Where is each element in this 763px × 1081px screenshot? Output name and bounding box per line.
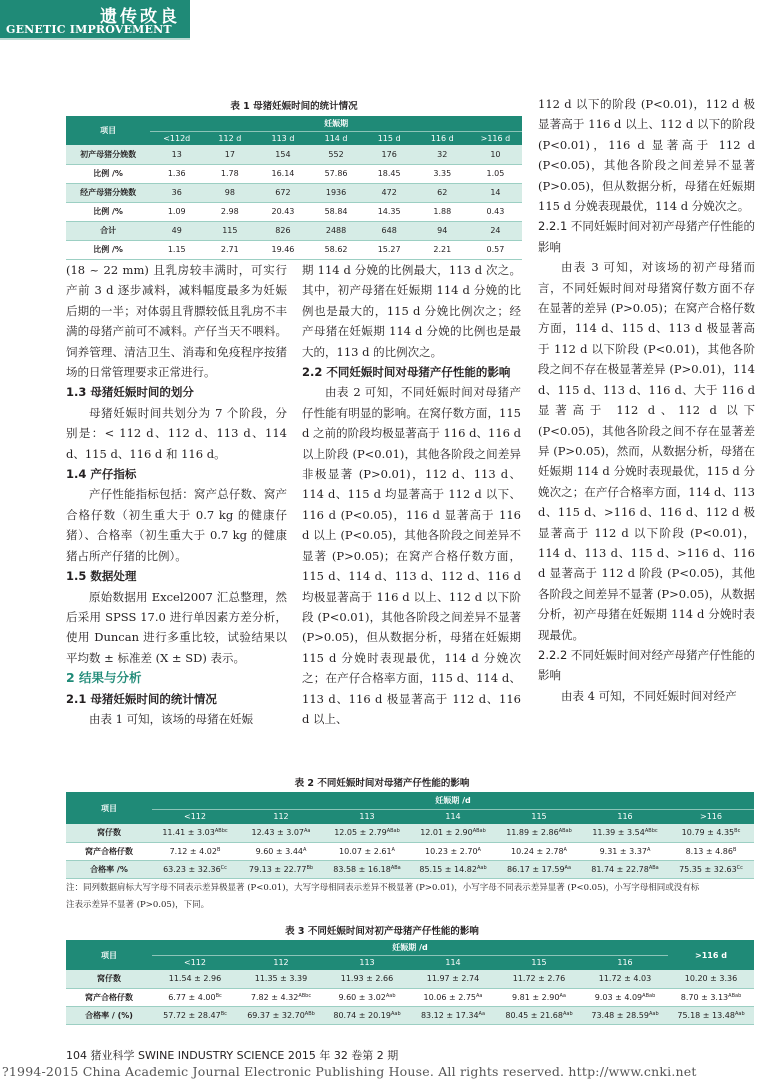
table-cell <box>496 988 582 1006</box>
column-header: >116 <box>668 809 754 824</box>
table-cell: 115 <box>203 221 256 240</box>
heading-1-4: 1.4 产仔指标 <box>66 467 137 482</box>
cell-value: 79.13 ± 22.77 <box>248 864 307 874</box>
table-cell: 58.84 <box>310 202 363 221</box>
significance-letters: ABab <box>558 828 572 835</box>
table-cell <box>668 860 754 878</box>
cell-value: 9.03 ± 4.09 <box>594 992 643 1002</box>
cell-value: 12.01 ± 2.90 <box>420 828 473 838</box>
table-cell: 1.88 <box>416 202 469 221</box>
significance-letters: ABab <box>728 992 742 999</box>
significance-letters: Bc <box>215 992 222 999</box>
left-column <box>66 260 287 729</box>
table-row <box>66 183 522 202</box>
table-cell: 57.86 <box>310 164 363 183</box>
column-header: 116 d <box>416 131 469 145</box>
table-cell <box>410 860 496 878</box>
table-cell: 1.05 <box>469 164 522 183</box>
cell-value: 11.72 ± 2.76 <box>512 974 566 984</box>
table2-col-header: 项目 <box>66 792 152 824</box>
cell-value: 10.24 ± 2.78 <box>511 846 564 856</box>
heading-1-3: 1.3 母猪妊娠时间的划分 <box>66 385 194 400</box>
cell-value: 10.06 ± 2.75 <box>423 992 477 1002</box>
significance-letters: Bc <box>220 1010 227 1017</box>
column-header: 114 <box>410 809 496 824</box>
table-note: 注：同列数据肩标大写字母不同表示差异极显著 (P<0.01)，大写字母相同表示差异不极显著 (P>0.01)，小写字母不同表示差异显著 (P<0.05)，小写字母相同或没有标注表示差异不显著 (P>0.05)，下同。 <box>66 883 700 910</box>
table-cell <box>582 824 668 842</box>
row-label: 比例 /% <box>66 164 150 183</box>
row-label: 合计 <box>66 221 150 240</box>
heading-2: 2 结果与分析 <box>66 670 142 686</box>
table-cell: 18.45 <box>363 164 416 183</box>
significance-letters: Aab <box>385 992 396 999</box>
table-cell <box>152 988 238 1006</box>
table-cell: 98 <box>203 183 256 202</box>
cell-value: 6.77 ± 4.00 <box>168 992 216 1002</box>
table-cell: 176 <box>363 145 416 164</box>
heading-2-2: 2.2 不同妊娠时间对母猪产仔性能的影响 <box>302 365 511 380</box>
heading-1-5: 1.5 数据处理 <box>66 569 137 584</box>
cell-value: 10.79 ± 4.35 <box>681 828 735 838</box>
table-cell: 20.43 <box>256 202 309 221</box>
cell-value: 11.89 ± 2.86 <box>506 828 559 838</box>
cell-value: 8.13 ± 4.86 <box>685 846 733 856</box>
significance-letters: Aab <box>476 864 487 871</box>
cell-value: 11.97 ± 2.74 <box>426 974 480 984</box>
cell-value: 11.93 ± 2.66 <box>340 974 394 984</box>
table-cell: 472 <box>363 183 416 202</box>
copyright-footer: ?1994-2015 China Academic Journal Electronic Publishing House. All rights reserved. http://www.cnki.net <box>2 1064 697 1079</box>
column-header: 116 <box>582 809 668 824</box>
row-label: 窝仔数 <box>66 970 152 988</box>
right-column <box>538 94 755 706</box>
table-cell: 2.21 <box>416 240 469 259</box>
table-cell <box>410 824 496 842</box>
table-row <box>66 202 522 221</box>
table1 <box>66 116 522 260</box>
significance-letters: ABbc <box>298 992 312 999</box>
cell-value: 12.05 ± 2.79 <box>334 828 387 838</box>
table-row <box>66 842 754 860</box>
column-header: 112 <box>238 809 324 824</box>
table-cell: 552 <box>310 145 363 164</box>
table-cell <box>152 970 238 988</box>
table3-caption: 表 3 不同妊娠时间对初产母猪产仔性能的影响 <box>285 926 479 937</box>
table3-col-header: 项目 <box>66 940 152 970</box>
table-cell <box>238 1006 324 1024</box>
table-cell <box>324 824 410 842</box>
cell-value: 69.37 ± 32.70 <box>247 1010 305 1020</box>
table-cell <box>238 988 324 1006</box>
table-cell: 2.98 <box>203 202 256 221</box>
significance-letters: A <box>647 846 651 853</box>
table2 <box>66 792 754 879</box>
table-cell <box>668 970 754 988</box>
row-label: 经产母猪分娩数 <box>66 183 150 202</box>
table-cell: 13 <box>150 145 203 164</box>
cell-value: 81.74 ± 22.78 <box>591 864 649 874</box>
table-cell <box>324 842 410 860</box>
table-cell: 94 <box>416 221 469 240</box>
table-cell: 826 <box>256 221 309 240</box>
column-header: <112d <box>150 131 203 145</box>
row-label: 窝产合格仔数 <box>66 988 152 1006</box>
table-cell: 1936 <box>310 183 363 202</box>
significance-letters: Aa <box>564 864 572 871</box>
significance-letters: B <box>216 846 221 853</box>
table-cell: 49 <box>150 221 203 240</box>
cell-value: 9.81 ± 2.90 <box>512 992 560 1002</box>
table-cell: 1.78 <box>203 164 256 183</box>
cell-value: 9.60 ± 3.44 <box>255 846 303 856</box>
row-label: 窝产合格仔数 <box>66 842 152 860</box>
cell-value: 57.72 ± 28.47 <box>163 1010 221 1020</box>
table-cell: 3.35 <box>416 164 469 183</box>
middle-column <box>302 260 521 729</box>
column-header: 113 <box>324 955 410 970</box>
paragraph: 产仔性能指标包括：窝产总仔数、窝产合格仔数（初生重大于 0.7 kg 的健康仔猪）、合格率（初生重大于 0.7 kg 的健康猪占所产仔猪的比例）。 <box>66 487 287 563</box>
column-header: >116 d <box>469 131 522 145</box>
significance-letters: Aa <box>478 1010 486 1017</box>
cell-value: 73.48 ± 28.59 <box>591 1010 649 1020</box>
table-cell <box>668 988 754 1006</box>
table-cell: 24 <box>469 221 522 240</box>
table-cell <box>152 842 238 860</box>
significance-letters: A <box>477 846 481 853</box>
cell-value: 85.15 ± 14.82 <box>419 864 477 874</box>
column-header: 114 <box>410 955 496 970</box>
significance-letters: Aa <box>304 828 311 835</box>
table-row <box>66 860 754 878</box>
table-cell <box>152 824 238 842</box>
cell-value: 11.35 ± 3.39 <box>254 974 308 984</box>
column-header: 115 d <box>363 131 416 145</box>
significance-letters: A <box>563 846 567 853</box>
table1-col-header: 项目 <box>66 116 150 145</box>
significance-letters: ABa <box>390 864 401 871</box>
significance-letters: ABbc <box>214 828 228 835</box>
banner-divider <box>0 38 190 40</box>
cell-value: 11.39 ± 3.54 <box>592 828 645 838</box>
cell-value: 10.07 ± 2.61 <box>339 846 392 856</box>
significance-letters: A <box>303 846 307 853</box>
table-cell <box>496 860 582 878</box>
table-cell: 32 <box>416 145 469 164</box>
paragraph: 原始数据用 Excel2007 汇总整理，然后采用 SPSS 17.0 进行单因素方差分析，使用 Duncan 进行多重比较，试验结果以平均数 ± 标准差 (X ± SD) 表示。 <box>66 589 287 665</box>
table-row <box>66 970 754 988</box>
table-cell <box>324 860 410 878</box>
column-header: 115 <box>496 809 582 824</box>
table-row <box>66 240 522 259</box>
table3 <box>66 940 754 1025</box>
heading-2-1: 2.1 母猪妊娠时间的统计情况 <box>66 691 217 706</box>
section-title-en: GENETIC IMPROVEMENT <box>6 23 172 36</box>
table-cell: 14 <box>469 183 522 202</box>
table-cell <box>152 1006 238 1024</box>
table-cell: 17 <box>203 145 256 164</box>
row-label: 合格率 / (%) <box>66 1006 152 1024</box>
table-cell: 1.09 <box>150 202 203 221</box>
table-cell <box>668 1006 754 1024</box>
table-cell: 14.35 <box>363 202 416 221</box>
paragraph: (18 ~ 22 mm) 且乳房较丰满时，可实行产前 3 d 逐步减料，减料幅度最多为妊娠后期的一半；对体弱且背膘较低且乳房不丰满的母猪产前可不减料。产仔当天不喂料。饲养管理、清洁卫生、消毒和免疫程序按猪场的日常管理要求正常进行。 <box>66 263 287 380</box>
table-cell <box>238 842 324 860</box>
table-cell <box>496 824 582 842</box>
table-cell <box>324 988 410 1006</box>
column-header: 116 <box>582 955 668 970</box>
table-cell <box>324 970 410 988</box>
table-cell: 62 <box>416 183 469 202</box>
significance-letters: B <box>732 846 737 853</box>
table-row <box>66 221 522 240</box>
significance-letters: ABab <box>472 828 486 835</box>
table-cell: 648 <box>363 221 416 240</box>
journal-section-banner <box>0 0 190 38</box>
table-cell: 16.14 <box>256 164 309 183</box>
table-cell <box>496 1006 582 1024</box>
heading-2-2-2: 2.2.2 不同妊娠时间对经产母猪产仔性能的影响 <box>538 647 755 683</box>
significance-letters: A <box>391 846 395 853</box>
table-cell: 1.36 <box>150 164 203 183</box>
column-header: 114 d <box>310 131 363 145</box>
table-cell <box>582 1006 668 1024</box>
heading-2-2-1: 2.2.1 不同妊娠时间对初产母猪产仔性能的影响 <box>538 219 755 254</box>
table2-group-header: 妊娠期 /d <box>152 792 754 809</box>
cell-value: 10.20 ± 3.36 <box>684 974 738 984</box>
cell-value: 86.17 ± 17.59 <box>506 864 565 874</box>
significance-letters: Bb <box>306 864 314 871</box>
significance-letters: Aa <box>559 992 566 999</box>
paragraph: 由表 4 可知，不同妊娠时间对经产 <box>561 688 737 703</box>
cell-value: 12.43 ± 3.07 <box>251 828 305 838</box>
table-row <box>66 1006 754 1024</box>
significance-letters: ABb <box>304 1010 315 1017</box>
cell-value: 11.54 ± 2.96 <box>168 974 222 984</box>
table-cell: 1.15 <box>150 240 203 259</box>
significance-letters: Aab <box>390 1010 401 1017</box>
section-title-cn: 遗传改良 <box>100 7 180 27</box>
cell-value: 75.18 ± 13.48 <box>677 1010 735 1020</box>
table-row <box>66 145 522 164</box>
column-header: 113 <box>324 809 410 824</box>
column-header: 115 <box>496 955 582 970</box>
paragraph: 期 114 d 分娩的比例最大，113 d 次之。其中，初产母猪在妊娠期 114 d 分娩的比例也是最大的，115 d 分娩比例次之；经产母猪在妊娠期 114 d 分娩的比例也是最大的，113 d 的比例次之。 <box>302 263 521 359</box>
table-cell: 0.43 <box>469 202 522 221</box>
cell-value: 63.23 ± 32.36 <box>163 864 221 874</box>
table1-caption: 表 1 母猪妊娠时间的统计情况 <box>230 101 358 112</box>
table-cell <box>668 842 754 860</box>
significance-letters: Aab <box>562 1010 573 1017</box>
cell-value: 11.41 ± 3.03 <box>162 828 215 838</box>
table-cell <box>582 988 668 1006</box>
table-cell <box>410 842 496 860</box>
table-cell <box>152 860 238 878</box>
table-cell: 0.57 <box>469 240 522 259</box>
cell-value: 75.35 ± 32.63 <box>679 864 737 874</box>
table-cell <box>410 1006 496 1024</box>
row-label: 初产母猪分娩数 <box>66 145 150 164</box>
cell-value: 7.82 ± 4.32 <box>250 992 299 1002</box>
page-number-line: 104 猪业科学 SWINE INDUSTRY SCIENCE 2015 年 32 卷第 2 期 <box>66 1049 399 1062</box>
column-header: 112 d <box>203 131 256 145</box>
significance-letters: ABbc <box>644 828 658 835</box>
table-cell: 154 <box>256 145 309 164</box>
column-header: <112 <box>152 955 238 970</box>
cell-value: 8.70 ± 3.13 <box>680 992 729 1002</box>
cell-value: 7.12 ± 4.02 <box>169 846 217 856</box>
significance-letters: Bc <box>734 828 741 835</box>
table-cell <box>410 988 496 1006</box>
table-cell <box>496 970 582 988</box>
table-cell: 672 <box>256 183 309 202</box>
table-cell <box>582 860 668 878</box>
table-row <box>66 164 522 183</box>
paragraph: 112 d 以下的阶段 (P<0.01)，112 d 极显著高于 116 d 以上、112 d 以下的阶段 (P<0.01)，116 d 显著高于 112 d (P<0.05)，其他各阶段之间差异不显著 (P>0.05)，但从数据分析，母猪在妊娠期 115 d 分娩表现最优，114 d 分娩次之。 <box>538 97 755 214</box>
table-cell <box>238 860 324 878</box>
cell-value: 9.60 ± 3.02 <box>338 992 386 1002</box>
column-header: 112 <box>238 955 324 970</box>
table-cell: 10 <box>469 145 522 164</box>
significance-letters: Cc <box>220 864 227 871</box>
table3-group-header: 妊娠期 /d <box>152 940 668 955</box>
table1-group-header: 妊娠期 <box>150 116 522 131</box>
cell-value: 80.74 ± 20.19 <box>333 1010 391 1020</box>
table-cell <box>582 842 668 860</box>
cell-value: 80.45 ± 21.68 <box>505 1010 563 1020</box>
table-cell: 2.71 <box>203 240 256 259</box>
table-cell: 19.46 <box>256 240 309 259</box>
significance-letters: ABab <box>642 992 656 999</box>
column-header: 113 d <box>256 131 309 145</box>
table-cell <box>582 970 668 988</box>
significance-letters: ABab <box>386 828 400 835</box>
table-cell: 58.62 <box>310 240 363 259</box>
table-row <box>66 988 754 1006</box>
row-label: 合格率 /% <box>66 860 152 878</box>
table-cell: 2488 <box>310 221 363 240</box>
significance-letters: ABa <box>648 864 659 871</box>
table-cell <box>410 970 496 988</box>
significance-letters: Cc <box>736 864 743 871</box>
cell-value: 11.72 ± 4.03 <box>598 974 652 984</box>
significance-letters: Aab <box>648 1010 659 1017</box>
cell-value: 10.23 ± 2.70 <box>425 846 478 856</box>
column-header: <112 <box>152 809 238 824</box>
row-label: 比例 /% <box>66 202 150 221</box>
table-cell <box>668 824 754 842</box>
cell-value: 83.58 ± 16.18 <box>333 864 391 874</box>
table-cell <box>496 842 582 860</box>
cell-value: 9.31 ± 3.37 <box>599 846 647 856</box>
table-cell <box>238 970 324 988</box>
table2-caption: 表 2 不同妊娠时间对母猪产仔性能的影响 <box>294 778 470 789</box>
table-cell: 15.27 <box>363 240 416 259</box>
table3-last-col-header: >116 d <box>668 940 754 970</box>
row-label: 窝仔数 <box>66 824 152 842</box>
row-label: 比例 /% <box>66 240 150 259</box>
significance-letters: Aa <box>476 992 483 999</box>
cell-value: 83.12 ± 17.34 <box>420 1010 479 1020</box>
table-cell <box>324 1006 410 1024</box>
paragraph: 由表 1 可知，该场的母猪在妊娠 <box>89 711 254 726</box>
paragraph: 由表 3 可知，对该场的初产母猪而言，不同妊娠时间对母猪窝仔数方面不存在显著的差异 (P>0.05)；在窝产合格仔数方面，114 d、115 d、113 d 极显著高于 112 d 以下阶段 (P<0.01)，其他各阶段之间不存在极显著差异 (P>0.01)，114 d、115 d、113 d、116 d、大于 116 d 显著高于 112 d、112 d 以下 (P<0.05)，其他各阶段之间不存在显著差异 (P>0.05)，然而，从数据分析，母猪在妊娠期 114 d 分娩时表现最优，115 d 分娩次之；在产仔合格率方面，114 d、113 d、115 d、>116 d、116 d、112 d 极显著高于 112 d 以下阶段 (P<0.01)，114 d、113 d、115 d、>116 d、116 d 显著高于 112 d 阶段 (P<0.05)，其他各阶段之间差异不显著 (P>0.05)，从数据分析，初产母猪在妊娠期 114 d 分娩时表现最优。 <box>538 260 755 642</box>
significance-letters: Aab <box>734 1010 745 1017</box>
table-cell <box>238 824 324 842</box>
paragraph: 母猪妊娠时间共划分为 7 个阶段，分别是：< 112 d、112 d、113 d、114 d、115 d、116 d 和 116 d。 <box>66 405 287 461</box>
table-row <box>66 824 754 842</box>
table-cell: 36 <box>150 183 203 202</box>
paragraph: 由表 2 可知，不同妊娠时间对母猪产仔性能有明显的影响。在窝仔数方面，115 d 之前的阶段均极显著高于 116 d、116 d 以上阶段 (P<0.01)，其他各阶段之间差异非极显著 (P>0.01)，112 d、113 d、114 d、115 d 均显著高于 112 d 以下、116 d (P<0.05)，116 d 显著高于 116 d 以上 (P<0.05)，其他各阶段之间差异不显著 (P>0.05)；在窝产合格仔数方面，115 d、114 d、113 d、112 d、116 d 均极显著高于 116 d 以上、112 d 以下阶段 (P<0.01)，其他各阶段之间差异不显著 (P>0.05)，但从数据分析，母猪在妊娠期 115 d 分娩时表现最优，114 d 分娩次之；在产仔合格率方面，115 d、114 d、113 d、116 d 极显著高于 112 d、116 d 以上、 <box>302 385 521 726</box>
